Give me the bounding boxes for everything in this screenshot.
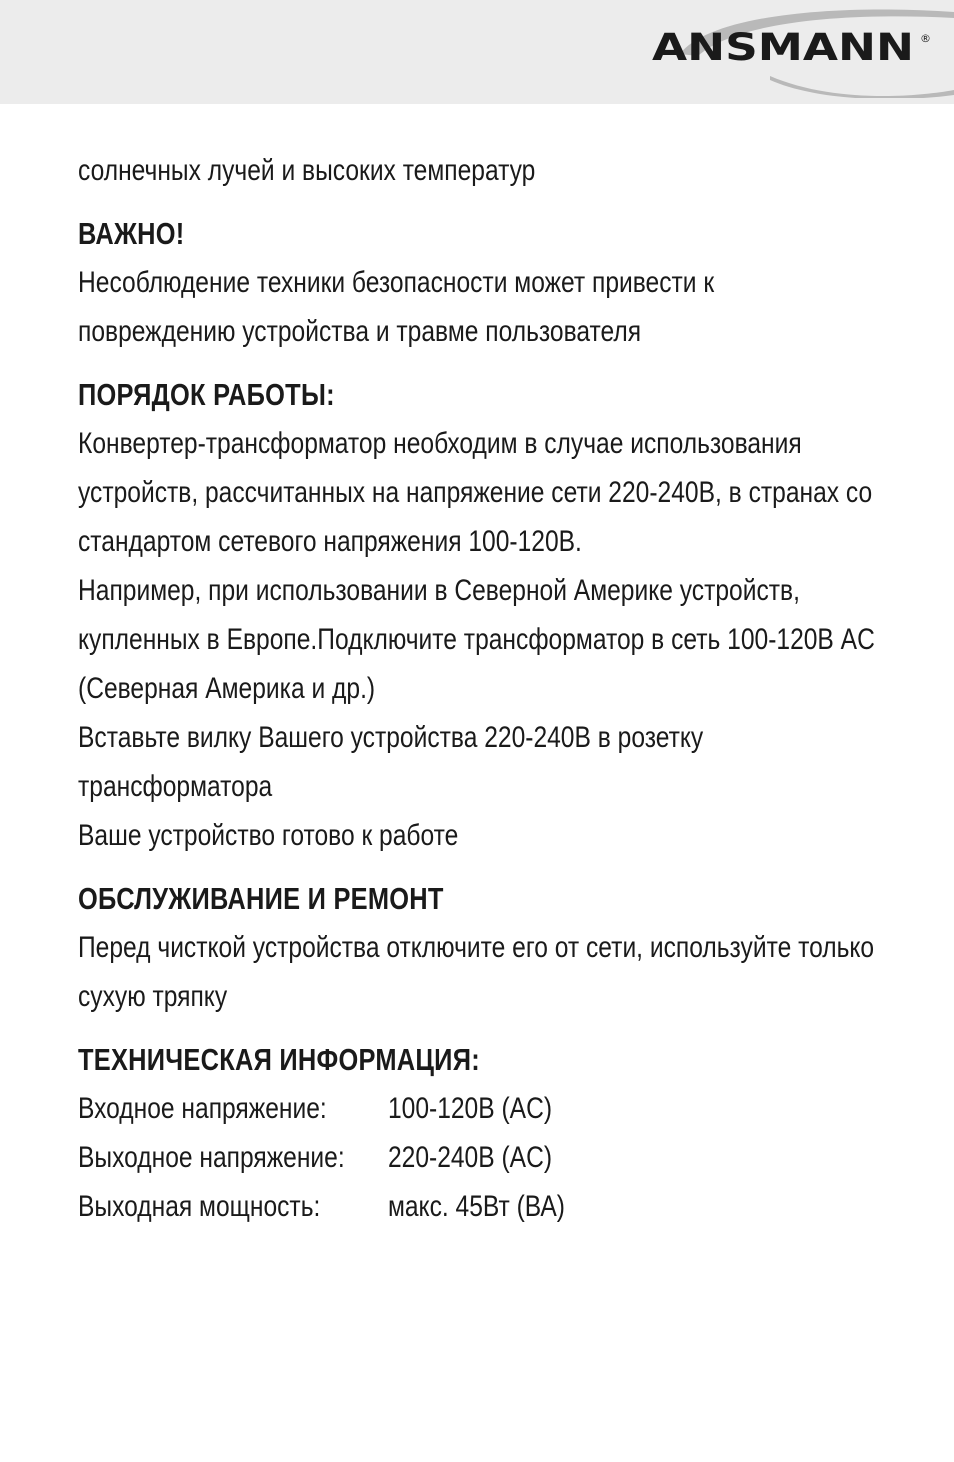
operation-heading: ПОРЯДОК РАБОТЫ:	[78, 377, 335, 412]
spec-value: 220-240В (AC)	[387, 1141, 553, 1174]
important-line-2: повреждению устройства и травме пользователя	[78, 315, 642, 348]
ansmann-logo	[640, 6, 954, 98]
operation-line-7: Вставьте вилку Вашего устройства 220-240В в розетку	[78, 721, 704, 754]
operation-line-9: Ваше устройство готово к работе	[78, 819, 459, 852]
logo-wordmark: ANSMANN	[652, 26, 914, 69]
operation-line-8: трансформатора	[78, 770, 273, 803]
spec-label: Входное напряжение:	[78, 1092, 327, 1125]
spec-row-input-voltage	[78, 1084, 775, 1133]
page-content	[78, 146, 875, 1231]
spec-label: Выходная мощность:	[78, 1190, 321, 1223]
operation-line-5: купленных в Европе.Подключите трансформатор в сеть 100-120В AC	[78, 623, 875, 656]
maintenance-line-2: сухую тряпку	[78, 980, 228, 1013]
operation-line-1: Конвертер-трансформатор необходим в случае использования	[78, 427, 802, 460]
important-heading: ВАЖНО!	[78, 216, 185, 251]
spec-label: Выходное напряжение:	[78, 1141, 345, 1174]
spec-row-output-voltage	[78, 1133, 775, 1182]
maintenance-heading: ОБСЛУЖИВАНИЕ И РЕМОНТ	[78, 881, 444, 916]
important-line-1: Несоблюдение техники безопасности может привести к	[78, 266, 715, 299]
operation-line-3: стандартом сетевого напряжения 100-120В.	[78, 525, 582, 558]
spec-row-output-power	[78, 1182, 775, 1231]
operation-line-2: устройств, рассчитанных на напряжение сети 220-240В, в странах со	[78, 476, 873, 509]
registered-mark: ®	[920, 32, 931, 45]
intro-line: солнечных лучей и высоких температур	[78, 154, 536, 187]
operation-line-6: (Северная Америка и др.)	[78, 672, 376, 705]
maintenance-line-1: Перед чисткой устройства отключите его от сети, используйте только	[78, 931, 875, 964]
tech-info-heading: ТЕХНИЧЕСКАЯ ИНФОРМАЦИЯ:	[78, 1042, 480, 1077]
spec-value: 100-120В (AC)	[387, 1092, 553, 1125]
spec-value: макс. 45Вт (ВА)	[387, 1190, 566, 1223]
page-header	[0, 0, 954, 104]
operation-line-4: Например, при использовании в Северной Америке устройств,	[78, 574, 800, 607]
